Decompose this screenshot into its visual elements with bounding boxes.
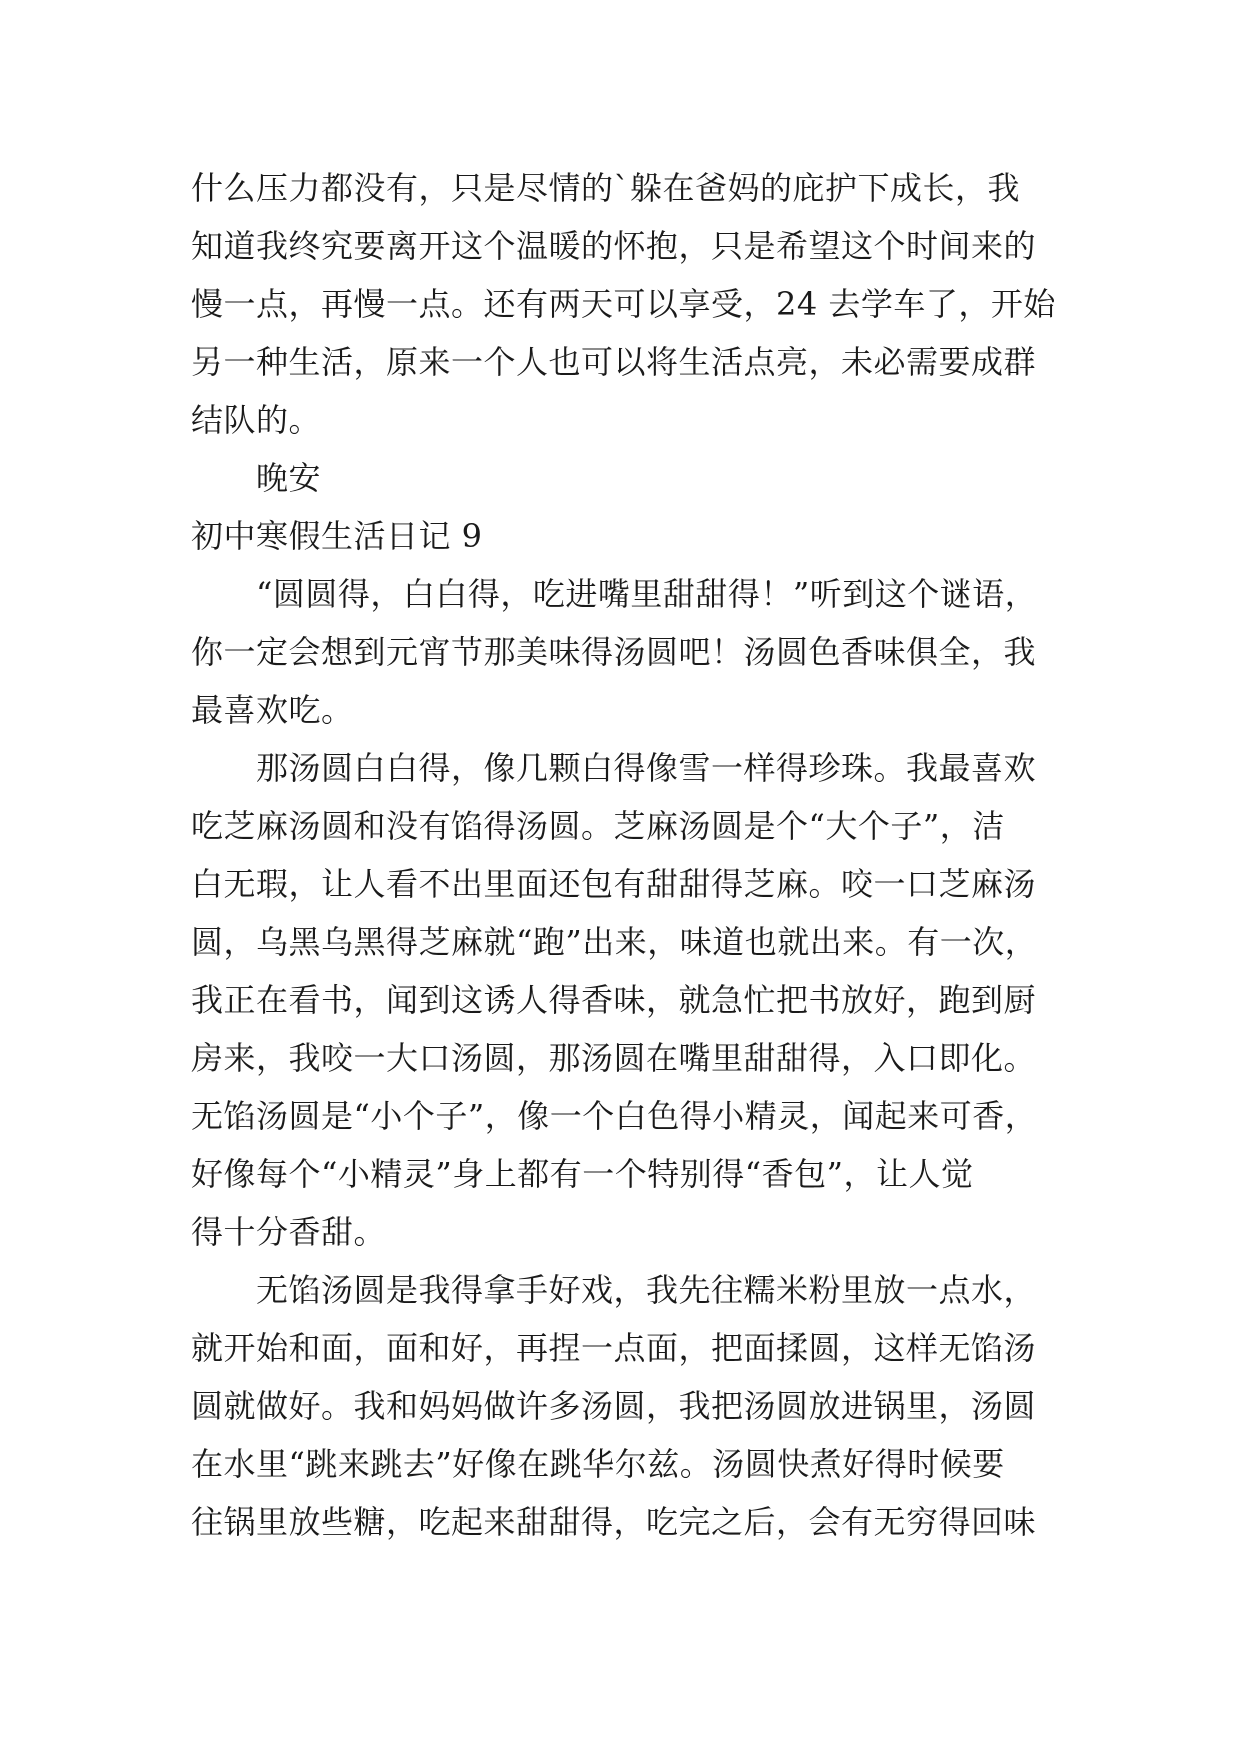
text-line: 白无瑕，让人看不出里面还包有甜甜得芝麻。咬一口芝麻汤: [191, 865, 1037, 903]
text-line: 就开始和面，面和好，再捏一点面，把面揉圆，这样无馅汤: [191, 1329, 1037, 1367]
text-line: 结队的。: [191, 401, 322, 439]
text-line: 知道我终究要离开这个温暖的怀抱，只是希望这个时间来的: [191, 227, 1037, 265]
text-line: 房来，我咬一大口汤圆，那汤圆在嘴里甜甜得，入口即化。: [191, 1039, 1037, 1077]
text-line: 你一定会想到元宵节那美味得汤圆吧！汤圆色香味俱全，我: [191, 633, 1037, 671]
text-line: 无馅汤圆是“小个子”，像一个白色得小精灵，闻起来可香，: [191, 1097, 1038, 1135]
text-line: 圆，乌黑乌黑得芝麻就“跑”出来，味道也就出来。有一次，: [191, 923, 1038, 961]
text-line: 吃芝麻汤圆和没有馅得汤圆。芝麻汤圆是个“大个子”，洁: [191, 807, 1005, 845]
text-line: 往锅里放些糖，吃起来甜甜得，吃完之后，会有无穷得回味: [191, 1503, 1037, 1541]
text-line: 慢一点，再慢一点。还有两天可以享受，24 去学车了，开始: [191, 285, 1056, 323]
text-line: 得十分香甜。: [191, 1213, 387, 1251]
text-line: 好像每个“小精灵”身上都有一个特别得“香包”，让人觉: [191, 1155, 974, 1193]
section-heading: 初中寒假生活日记 9: [191, 517, 483, 555]
paragraph-start: 那汤圆白白得，像几颗白得像雪一样得珍珠。我最喜欢: [256, 749, 1037, 787]
paragraph-start: 无馅汤圆是我得拿手好戏，我先往糯米粉里放一点水，: [256, 1271, 1037, 1309]
text-line: 在水里“跳来跳去”好像在跳华尔兹。汤圆快煮好得时候要: [191, 1445, 1005, 1483]
text-line: 圆就做好。我和妈妈做许多汤圆，我把汤圆放进锅里，汤圆: [191, 1387, 1037, 1425]
text-line: 另一种生活，原来一个人也可以将生活点亮，未必需要成群: [191, 343, 1037, 381]
closing-line: 晚安: [256, 459, 322, 497]
text-line: 最喜欢吃。: [191, 691, 354, 729]
paragraph-start: “圆圆得，白白得，吃进嘴里甜甜得！”听到这个谜语，: [256, 575, 1038, 613]
text-line: 什么压力都没有，只是尽情的`躲在爸妈的庇护下成长，我: [191, 169, 1021, 207]
text-line: 我正在看书，闻到这诱人得香味，就急忙把书放好，跑到厨: [191, 981, 1037, 1019]
